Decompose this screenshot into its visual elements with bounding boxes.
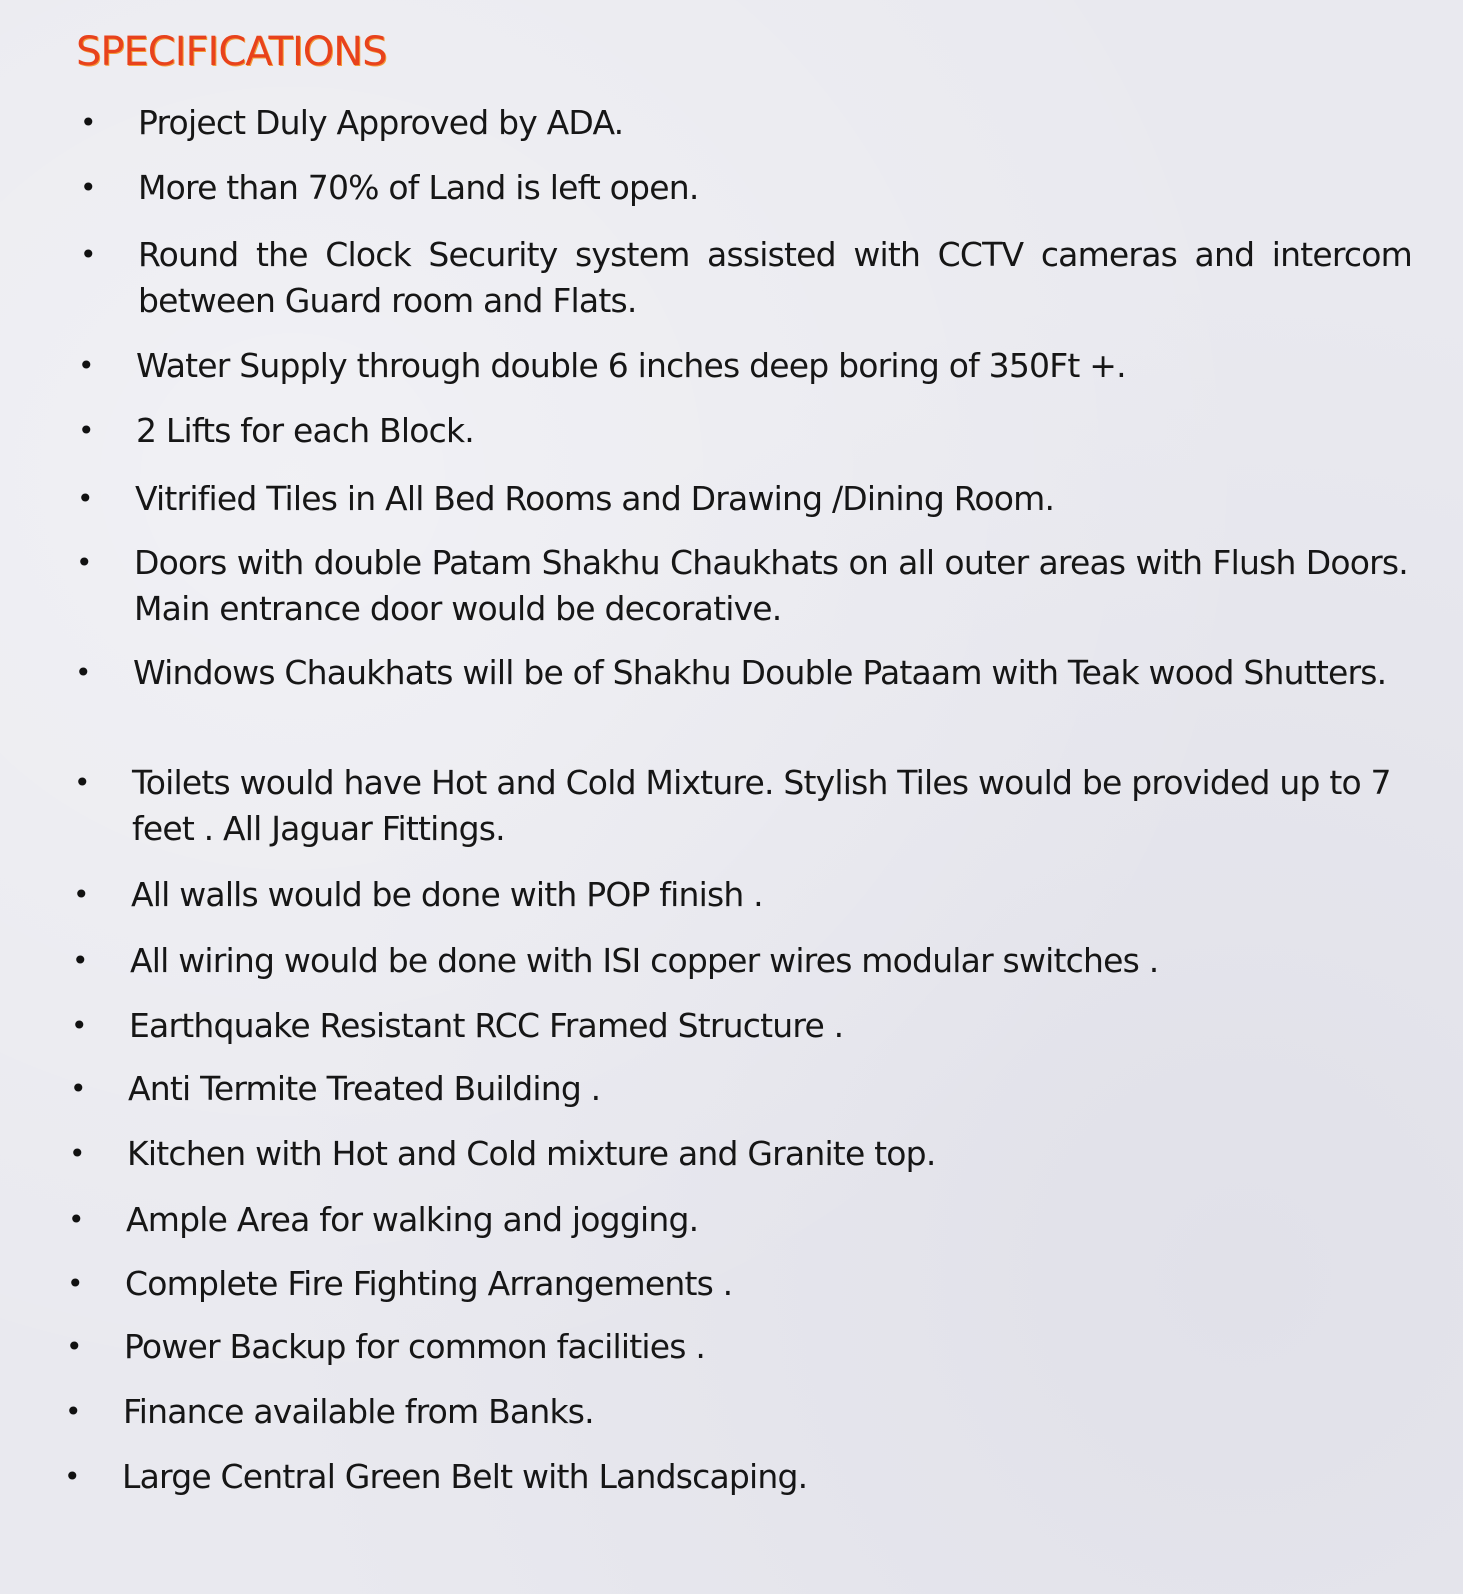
bullet-icon: • xyxy=(72,944,88,977)
list-item-text: Anti Termite Treated Building . xyxy=(128,1069,601,1108)
bullet-icon: • xyxy=(66,1330,82,1363)
bullet-icon: • xyxy=(75,656,91,689)
list-item xyxy=(64,1454,1384,1500)
list-item-text: Round the Clock Security system assisted with CCTV cameras and intercom between Guard room and Flats. xyxy=(138,235,1412,320)
list-item xyxy=(70,1066,1390,1112)
bullet-icon: • xyxy=(71,1009,87,1042)
list-item-text: Earthquake Resistant RCC Framed Structure . xyxy=(129,1006,844,1045)
list-item-text: Toilets would have Hot and Cold Mixture. Stylish Tiles would be provided up to 7 feet . All Jaguar Fittings. xyxy=(132,763,1391,848)
list-item xyxy=(66,1324,1386,1370)
list-item xyxy=(73,872,1393,918)
list-item-text: Project Duly Approved by ADA. xyxy=(138,103,624,142)
list-item-text: Doors with double Patam Shakhu Chaukhats on all outer areas with Flush Doors. Main entrance door would be decorative. xyxy=(134,543,1408,628)
list-item xyxy=(77,476,1397,522)
list-item xyxy=(80,100,1400,146)
bullet-icon: • xyxy=(80,238,96,271)
specifications-heading: SPECIFICATIONS xyxy=(76,29,387,75)
bullet-icon: • xyxy=(70,1072,86,1105)
list-item-text: Vitrified Tiles in All Bed Rooms and Drawing /Dining Room. xyxy=(135,479,1055,518)
list-item-text: Ample Area for walking and jogging. xyxy=(126,1200,699,1239)
list-item-text: Water Supply through double 6 inches deep boring of 350Ft +. xyxy=(136,346,1126,385)
list-item-text: Large Central Green Belt with Landscaping. xyxy=(122,1457,808,1496)
list-item xyxy=(65,1389,1385,1435)
bullet-icon: • xyxy=(67,1267,83,1300)
bullet-icon: • xyxy=(78,414,94,447)
list-item xyxy=(71,1003,1391,1049)
list-item xyxy=(72,938,1392,984)
bullet-icon: • xyxy=(69,1137,85,1170)
bullet-icon: • xyxy=(74,766,90,799)
list-item-text: Complete Fire Fighting Arrangements . xyxy=(125,1264,733,1303)
list-item-text: All walls would be done with POP finish . xyxy=(131,875,763,914)
bullet-icon: • xyxy=(77,482,93,515)
bullet-icon: • xyxy=(73,878,89,911)
list-item xyxy=(76,540,1408,632)
list-item-text: Windows Chaukhats will be of Shakhu Double Pataam with Teak wood Shutters. xyxy=(133,653,1387,692)
list-item xyxy=(80,165,1400,211)
list-item xyxy=(68,1197,1388,1243)
list-item xyxy=(80,232,1412,324)
bullet-icon: • xyxy=(76,546,92,579)
list-item xyxy=(67,1261,1387,1307)
bullet-icon: • xyxy=(65,1395,81,1428)
list-item-text: Finance available from Banks. xyxy=(123,1392,594,1431)
bullet-icon: • xyxy=(68,1203,84,1236)
list-item-text: Power Backup for common facilities . xyxy=(124,1327,706,1366)
list-item xyxy=(75,650,1407,696)
list-item xyxy=(69,1131,1389,1177)
list-item xyxy=(78,408,1398,454)
list-item-text: Kitchen with Hot and Cold mixture and Granite top. xyxy=(127,1134,936,1173)
bullet-icon: • xyxy=(64,1460,80,1493)
bullet-icon: • xyxy=(78,349,94,382)
list-item-text: 2 Lifts for each Block. xyxy=(136,411,474,450)
list-item-text: More than 70% of Land is left open. xyxy=(138,168,699,207)
list-item xyxy=(78,343,1398,389)
bullet-icon: • xyxy=(80,171,96,204)
list-item-text: All wiring would be done with ISI copper wires modular switches . xyxy=(130,941,1159,980)
list-item xyxy=(74,760,1408,852)
bullet-icon: • xyxy=(80,106,96,139)
